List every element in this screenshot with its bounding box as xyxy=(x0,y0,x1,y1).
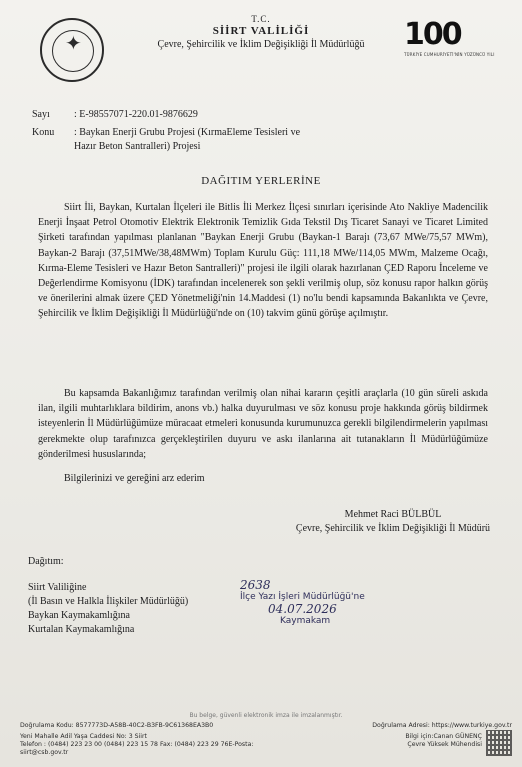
recipient-heading: DAĞITIM YERLERİNE xyxy=(201,175,321,187)
sayi-value: : E-98557071-220.01-9876629 xyxy=(74,109,198,120)
e-signature-notice: Bu belge, güvenli elektronik imza ile imzalanmıştır. xyxy=(189,712,343,719)
office-email: siirt@csb.gov.tr xyxy=(20,749,69,756)
list-item: Kurtalan Kaymakamlığına xyxy=(28,624,135,635)
qr-code-icon xyxy=(486,730,512,756)
directorate-title: Çevre, Şehircilik ve İklim Değişikliği İl Müdürlüğü xyxy=(157,39,365,50)
list-item: (İl Basın ve Halkla İlişkiler Müdürlüğü) xyxy=(28,596,189,607)
phone-fax: Telefon : (0484) 223 23 00 (0484) 223 15 78 Fax: (0484) 223 29 76E-Posta: xyxy=(20,741,254,748)
stamp-date: 04.07.2026 xyxy=(268,602,337,616)
verification-address: Doğrulama Adresi: https://www.turkiye.gov.tr xyxy=(372,722,512,729)
stamp-number: 2638 xyxy=(240,578,271,592)
document-footer xyxy=(20,712,512,757)
tc-label: T.C. xyxy=(251,14,271,24)
konu-value: : Baykan Enerji Grubu Projesi (KırmaEleme Tesisleri ve Hazır Beton Santralleri) Projesi xyxy=(74,127,301,152)
signer-name: Mehmet Raci BÜLBÜL xyxy=(344,509,442,520)
list-item: Siirt Valiliğine xyxy=(28,582,87,593)
paragraph-3: Bilgilerinizi ve gereğini arz ederim xyxy=(64,473,205,484)
document-meta xyxy=(32,108,304,154)
valilik-seal-icon: ✦ xyxy=(40,18,104,82)
valilik-title: SİİRT VALİLİĞİ xyxy=(212,25,310,37)
contact-person: Bilgi için:Canan GÜNENÇ xyxy=(405,733,482,740)
contact-role: Çevre Yüksek Mühendisi xyxy=(407,741,482,748)
signature-block xyxy=(278,508,508,536)
sayi-label: Sayı xyxy=(32,109,50,120)
paragraph-1: Siirt İli, Baykan, Kurtalan İlçeleri ile Bitlis İli Merkez İlçesi sınırları içerisinde Ato Nakliye Madencilik Enerji İnşaat Petrol Otomotiv Elektrik Elektronik Temizlik Gıda Tekstil Dış Ticaret Sanayi ve Ticaret Limited Şirketi tarafından yapılması planlanan "Baykan Enerji Grubu (Baykan-1 Barajı (73,67 MWe/75,57 MWm), Baykan-2 Barajı (37,51MWe/38,48MWm) Toplam Kurulu Güç: 111,18 MWe/114,05 MWm, Malzeme Ocağı, Kırma-Eleme Tesisleri ve Hazır Beton Santralleri)" projesi ile ilgili olarak hazırlanan ÇED Raporu İnceleme ve Değerlendirme Komisyonu (İDK) tarafından incelenerek son şekli verilmiş olup, söz konusu rapor halkın görüş ve önerilerini almak üzere ÇED Yönetmeliği'nin 14.Maddesi (1) no'lu bendi kapsamında Bakanlıkta ve Çevre, Şehircilik ve İklim Değişikliği İl Müdürlüğü'nde on (10) takvim günü görüşe açılmıştır. xyxy=(38,202,488,320)
signer-title: Çevre, Şehircilik ve İklim Değişikliği İl Müdürü xyxy=(295,523,491,534)
verification-code: Doğrulama Kodu: 8577773D-A58B-40C2-B3FB-9C61368EA3B0 xyxy=(20,722,214,729)
stamp-line-1: İlçe Yazı İşleri Müdürlüğü'ne xyxy=(240,592,365,602)
konu-label: Konu xyxy=(32,127,55,138)
distribution-list xyxy=(28,555,188,637)
distribution-heading: Dağıtım: xyxy=(28,556,64,567)
stamp-line-2: Kaymakam xyxy=(280,616,331,626)
handwritten-stamp xyxy=(240,578,380,638)
office-address: Yeni Mahalle Adil Yaşa Caddesi No: 3 Siirt xyxy=(20,733,147,740)
paragraph-2: Bu kapsamda Bakanlığımız tarafından verilmiş olan nihai kararın çeşitli araçlarla (10 gün süreli askıda ilan, ilgili muhtarlıklara bildirim, anons vb.) halka duyurulması ve söz konusu proje hakkında görüş bildirmek isteyenlerin İl Müdürlüğümüze müracaat etmeleri konusunda kurumunuzca gerekli bilgilendirmelerin yapılması gerekmekte olup tarafınızca gerçekleştirilen duyuru ve askı ilanlarına ait tutanakların İl Müdürlüğümüze gönderilmesi hususlarında; xyxy=(38,388,488,460)
list-item: Baykan Kaymakamlığına xyxy=(28,610,130,621)
centennial-logo-icon: 100 TÜRKİYE CUMHURİYETİ'NİN YÜZÜNCÜ YILI xyxy=(404,17,495,57)
